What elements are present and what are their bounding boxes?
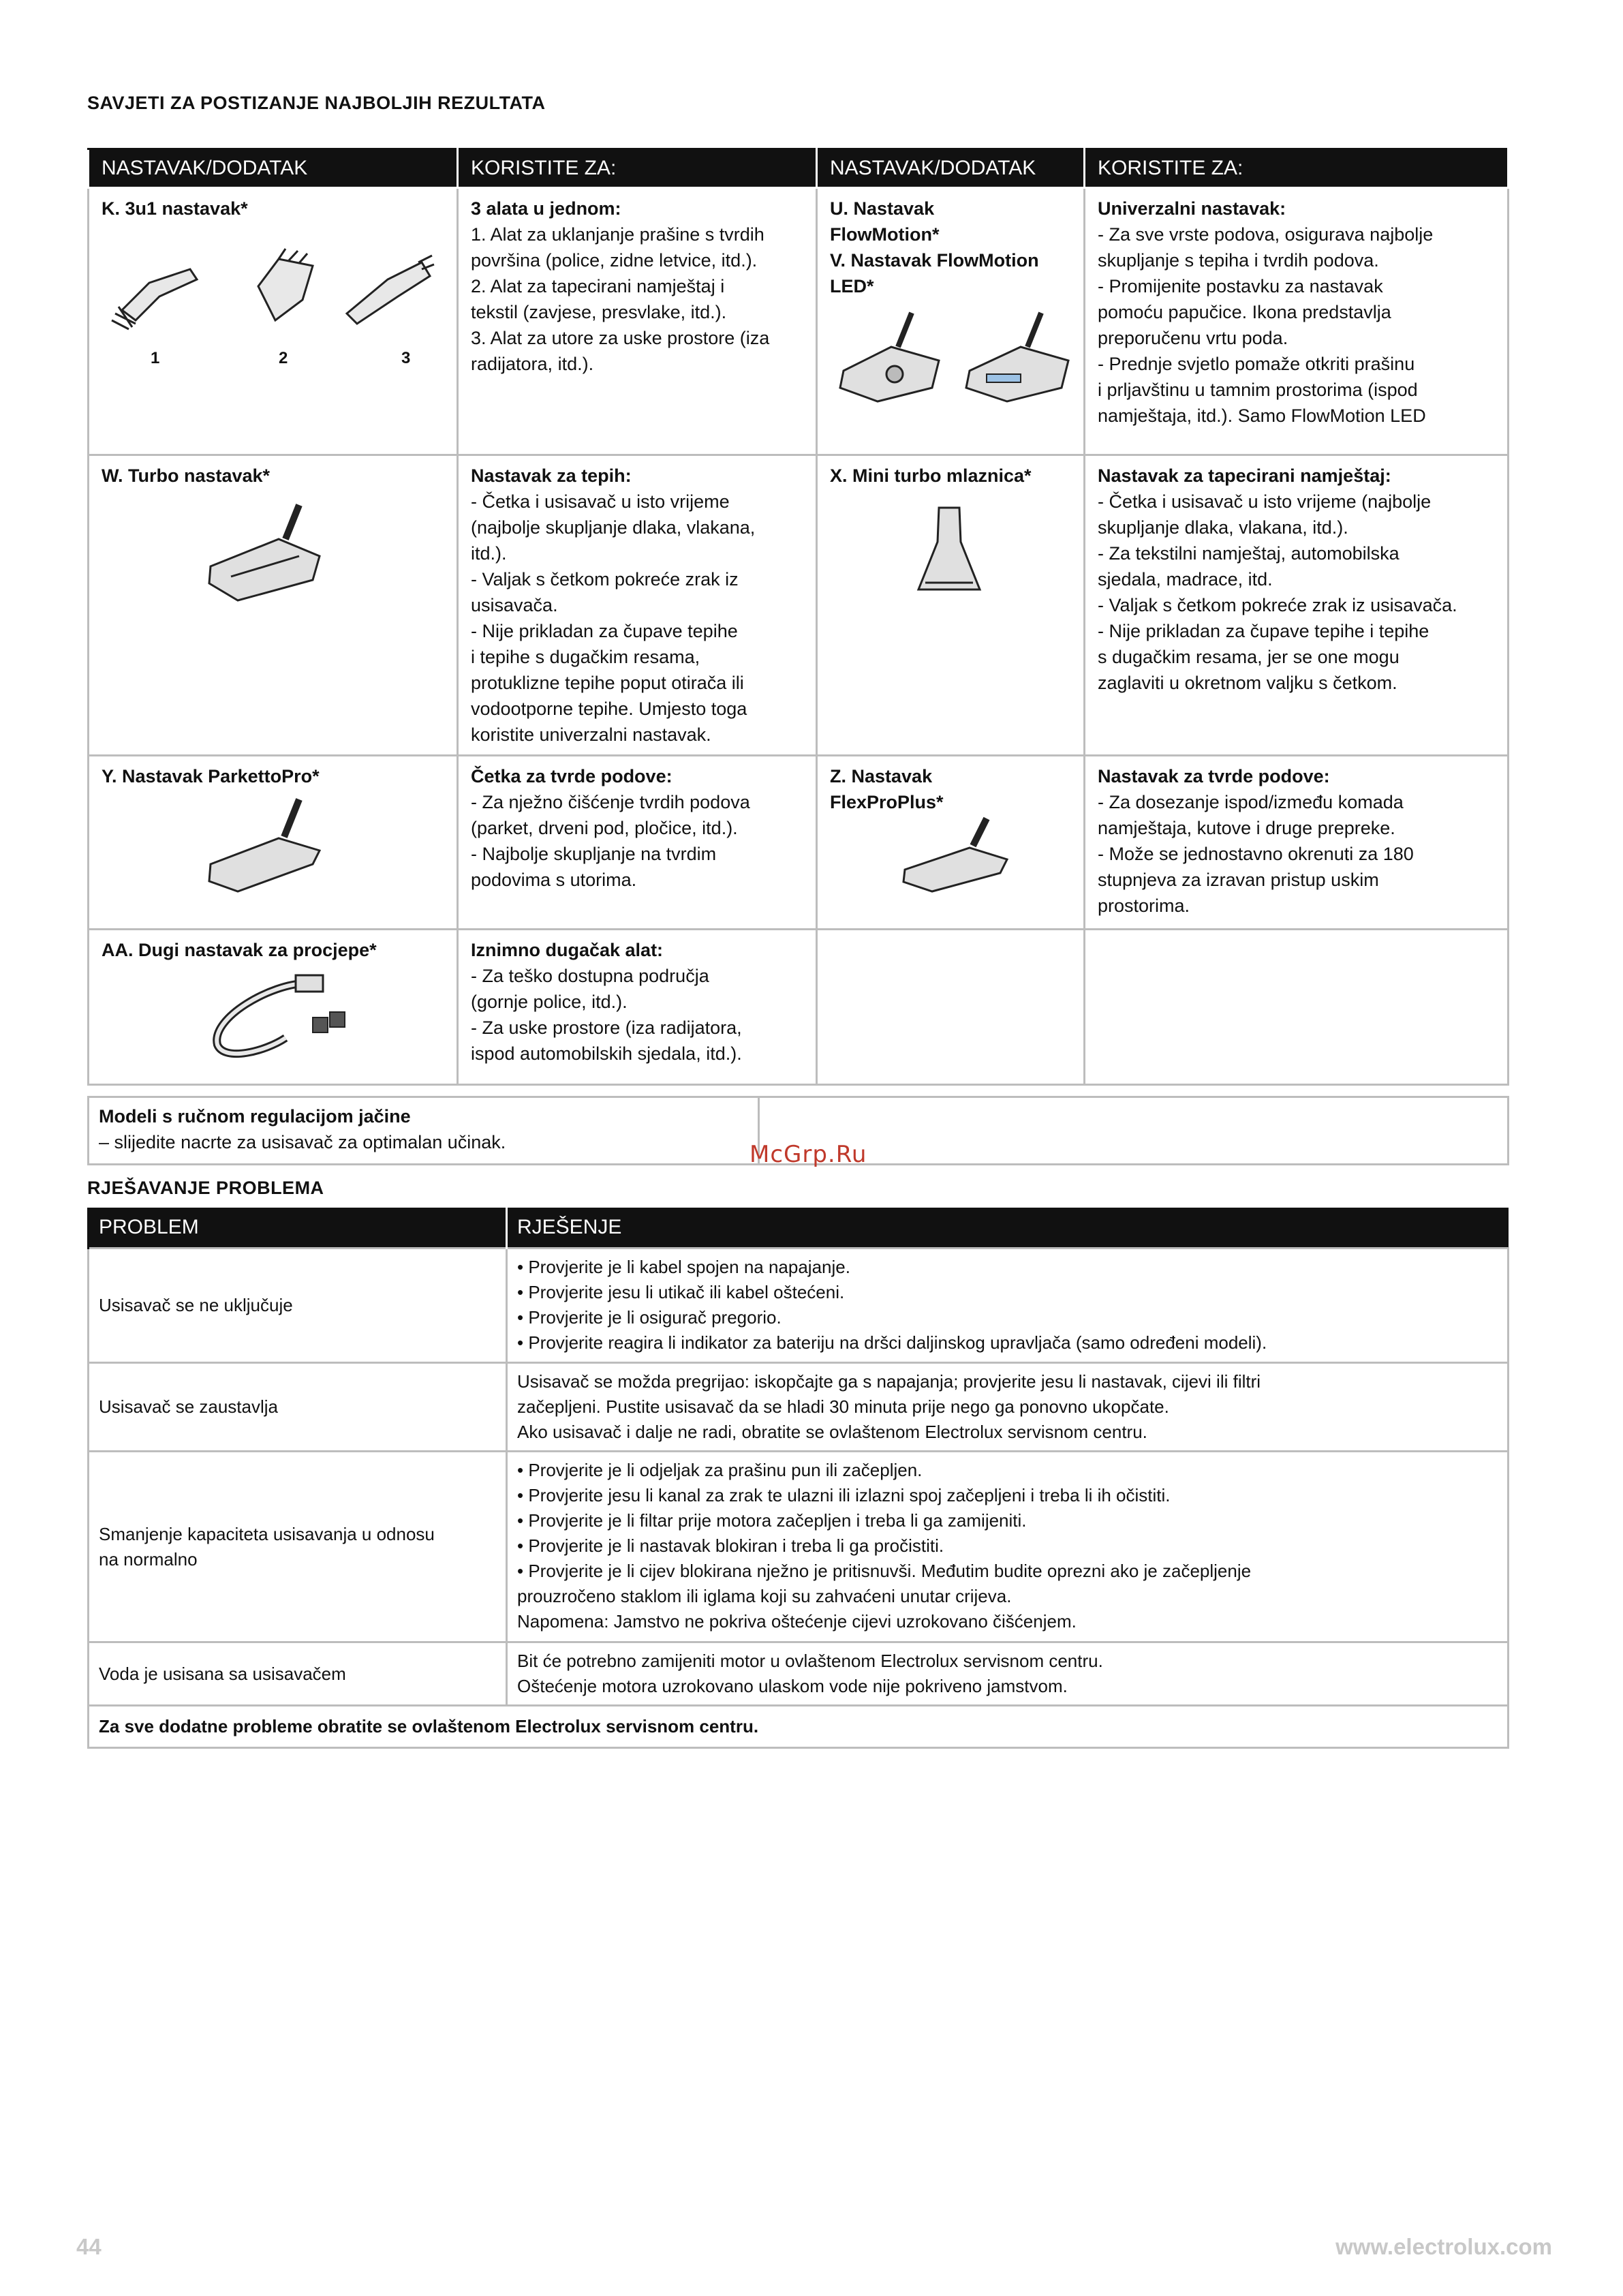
use-line: - Četka i usisavač u isto vrijeme (najbolje [1098, 491, 1432, 512]
use-line: pomoću papučice. Ikona predstavlja [1098, 302, 1391, 322]
attachment-name: Z. Nastavak [830, 766, 933, 786]
solution-line: • Provjerite je li odjeljak za prašinu pun ili začepljen. [517, 1460, 923, 1480]
header-attachment-2: NASTAVAK/DODATAK [817, 149, 1085, 188]
use-line: vodootporne tepihe. Umjesto toga [471, 699, 747, 719]
cell-3in1-nozzle [89, 188, 458, 455]
tool-label-1: 1 [151, 349, 160, 367]
use-line: - Za dosezanje ispod/između komada [1098, 792, 1404, 812]
solution-line: Napomena: Jamstvo ne pokriva oštećenje cijevi uzrokovano čišćenjem. [517, 1611, 1077, 1632]
use-line: - Može se jednostavno okrenuti za 180 [1098, 844, 1414, 864]
problem-text: Smanjenje kapaciteta usisavanja u odnosu [99, 1523, 435, 1544]
use-line: - Nije prikladan za čupave tepihe [471, 621, 738, 641]
flowmotion-led-nozzle-icon [959, 306, 1075, 408]
models-note [89, 1097, 759, 1165]
use-line: 2. Alat za tapecirani namještaj i [471, 276, 725, 296]
cell-parkettopro-nozzle [89, 756, 458, 930]
solution-cell [507, 1452, 1509, 1642]
flexproplus-nozzle-icon [898, 815, 1014, 897]
use-line: - Za nježno čišćenje tvrdih podova [471, 792, 750, 812]
crevice-tool-icon [340, 252, 435, 327]
problem-cell [89, 1249, 507, 1363]
use-line: prostorima. [1098, 896, 1190, 916]
solution-line: • Provjerite je li cijev blokirana nježno je pritisnuvši. Međutim budite oprezni ako je začepljenje [517, 1561, 1252, 1581]
attachment-name: X. Mini turbo mlaznica* [830, 465, 1032, 486]
use-line: (najbolje skupljanje dlaka, vlakana, [471, 517, 756, 538]
use-line: i prljavštinu u tamnim prostorima (ispod [1098, 380, 1418, 400]
problem-text: Usisavač se zaustavlja [99, 1396, 278, 1417]
use-line: stupnjeva za izravan pristup uskim [1098, 870, 1379, 890]
solution-line: Oštećenje motora uzrokovano ulaskom vode nije pokriveno jamstvom. [517, 1676, 1068, 1696]
attachments-table [87, 148, 1509, 1086]
use-line: radijatora, itd.). [471, 354, 594, 374]
use-line: itd.). [471, 543, 507, 564]
solution-line: začepljeni. Pustite usisavač da se hladi 30 minuta prije nego ga ponovno ukopčate. [517, 1396, 1169, 1417]
use-line: - Za sve vrste podova, osigurava najbolje [1098, 224, 1434, 245]
cell-flowmotion-use [1085, 188, 1509, 455]
cell-long-crevice-use [458, 930, 817, 1085]
cell-flowmotion-nozzle [817, 188, 1085, 455]
solution-line: • Provjerite je li filtar prije motora začepljen i treba li ga zamijeniti. [517, 1510, 1027, 1531]
use-line: skupljanje s tepiha i tvrdih podova. [1098, 250, 1379, 271]
cell-long-crevice-nozzle [89, 930, 458, 1085]
solution-line: prouzročeno staklom ili iglama koji su zahvaćeni unutar crijeva. [517, 1586, 1012, 1606]
use-line: - Nije prikladan za čupave tepihe i tepihe [1098, 621, 1429, 641]
solution-line: • Provjerite je li kabel spojen na napajanje. [517, 1257, 850, 1277]
use-line: - Najbolje skupljanje na tvrdim [471, 844, 717, 864]
use-line: ispod automobilskih sjedala, itd.). [471, 1043, 742, 1064]
solution-cell [507, 1363, 1509, 1452]
attachment-name: K. 3u1 nastavak* [102, 198, 248, 219]
use-title: Nastavak za tvrde podove: [1098, 766, 1330, 786]
parkettopro-nozzle-icon [204, 796, 326, 898]
attachment-name: W. Turbo nastavak* [102, 465, 270, 486]
solution-line: Usisavač se možda pregrijao: iskopčajte ga s napajanja; provjerite jesu li nastavak, cijevi ili filtri [517, 1371, 1261, 1392]
header-attachment-1: NASTAVAK/DODATAK [89, 149, 458, 188]
solution-line: • Provjerite reagira li indikator za bateriju na dršci daljinskog upravljača (samo određeni modeli). [517, 1332, 1267, 1353]
use-line: s dugačkim resama, jer se one mogu [1098, 647, 1400, 667]
attachment-name: FlexProPlus* [830, 792, 944, 812]
tool-label-3: 3 [401, 349, 411, 367]
troubleshooting-table [87, 1208, 1509, 1749]
use-line: - Prednje svjetlo pomaže otkriti prašinu [1098, 354, 1415, 374]
attachment-name: AA. Dugi nastavak za procjepe* [102, 940, 377, 960]
attachment-name: Y. Nastavak ParkettoPro* [102, 766, 320, 786]
header-use-for-2: KORISTITE ZA: [1085, 149, 1509, 188]
use-line: površina (police, zidne letvice, itd.). [471, 250, 758, 271]
use-line: usisavača. [471, 595, 558, 615]
use-title: Univerzalni nastavak: [1098, 198, 1286, 219]
problem-cell [89, 1452, 507, 1642]
use-line: - Promijenite postavku za nastavak [1098, 276, 1383, 296]
solution-line: • Provjerite je li nastavak blokiran i treba li ga pročistiti. [517, 1535, 944, 1556]
empty-cell [1085, 930, 1509, 1085]
use-line: 1. Alat za uklanjanje prašine s tvrdih [471, 224, 764, 245]
website-url: www.electrolux.com [1335, 2234, 1552, 2259]
use-line: skupljanje dlaka, vlakana, itd.). [1098, 517, 1348, 538]
cell-turbo-use [458, 455, 817, 756]
use-line: tekstil (zavjese, presvlake, itd.). [471, 302, 727, 322]
solution-cell [507, 1249, 1509, 1363]
use-title: Četka za tvrde podove: [471, 766, 673, 786]
use-line: podovima s utorima. [471, 870, 637, 890]
use-line: (gornje police, itd.). [471, 992, 628, 1012]
page-number: 44 [76, 2234, 102, 2259]
watermark: McGrp.Ru [749, 1141, 867, 1168]
problem-cell [89, 1642, 507, 1706]
trouble-title: RJEŠAVANJE PROBLEMA [87, 1178, 324, 1198]
problem-text: Voda je usisana sa usisavačem [99, 1663, 346, 1684]
attachment-name: LED* [830, 276, 874, 296]
use-line: - Valjak s četkom pokreće zrak iz [471, 569, 739, 590]
flowmotion-nozzle-icon [830, 306, 946, 408]
empty-cell [759, 1097, 1509, 1165]
dust-brush-icon [108, 256, 204, 331]
use-title: Nastavak za tapecirani namještaj: [1098, 465, 1391, 486]
use-line: - Valjak s četkom pokreće zrak iz usisavača. [1098, 595, 1457, 615]
solution-line: Bit će potrebno zamijeniti motor u ovlaštenom Electrolux servisnom centru. [517, 1651, 1103, 1671]
cell-flexproplus-use [1085, 756, 1509, 930]
solution-cell [507, 1642, 1509, 1706]
solution-line: • Provjerite je li osigurač pregorio. [517, 1307, 782, 1328]
solution-line: Ako usisavač i dalje ne radi, obratite se ovlaštenom Electrolux servisnom centru. [517, 1422, 1147, 1442]
use-line: - Četka i usisavač u isto vrijeme [471, 491, 730, 512]
use-title: Nastavak za tepih: [471, 465, 632, 486]
use-line: - Za uske prostore (iza radijatora, [471, 1017, 742, 1038]
use-line: 3. Alat za utore za uske prostore (iza [471, 328, 770, 348]
models-text: – slijedite nacrte za usisavač za optimalan učinak. [99, 1132, 506, 1152]
trouble-footer: Za sve dodatne probleme obratite se ovlaštenom Electrolux servisnom centru. [89, 1706, 1509, 1748]
cell-turbo-nozzle [89, 455, 458, 756]
cell-flexproplus-nozzle [817, 756, 1085, 930]
header-problem: PROBLEM [89, 1208, 507, 1249]
turbo-nozzle-icon [204, 498, 326, 607]
use-line: - Za tekstilni namještaj, automobilska [1098, 543, 1400, 564]
use-line: i tepihe s dugačkim resama, [471, 647, 700, 667]
header-use-for-1: KORISTITE ZA: [458, 149, 817, 188]
use-line: koristite univerzalni nastavak. [471, 724, 711, 745]
cell-mini-turbo-use [1085, 455, 1509, 756]
mini-turbo-nozzle-icon [912, 501, 987, 603]
use-line: namještaja, kutove i druge prepreke. [1098, 818, 1395, 838]
use-line: sjedala, madrace, itd. [1098, 569, 1273, 590]
use-title: 3 alata u jednom: [471, 198, 621, 219]
use-title: Iznimno dugačak alat: [471, 940, 664, 960]
header-solution: RJEŠENJE [507, 1208, 1509, 1249]
long-crevice-tool-icon [204, 970, 354, 1065]
cell-mini-turbo-nozzle [817, 455, 1085, 756]
solution-line: • Provjerite jesu li kanal za zrak te ulazni ili izlazni spoj začepljeni i treba li ih očistiti. [517, 1485, 1171, 1505]
cell-parkettopro-use [458, 756, 817, 930]
tips-title: SAVJETI ZA POSTIZANJE NAJBOLJIH REZULTATA [87, 93, 546, 113]
attachment-name: V. Nastavak FlowMotion [830, 250, 1039, 271]
use-line: zaglaviti u okretnom valjku s četkom. [1098, 673, 1397, 693]
use-line: (parket, drveni pod, pločice, itd.). [471, 818, 738, 838]
cell-3in1-use [458, 188, 817, 455]
empty-cell [817, 930, 1085, 1085]
problem-text: na normalno [99, 1548, 198, 1570]
use-line: - Za teško dostupna područja [471, 966, 709, 986]
attachment-name: U. Nastavak [830, 198, 935, 219]
use-line: preporučenu vrtu poda. [1098, 328, 1288, 348]
problem-cell [89, 1363, 507, 1452]
problem-text: Usisavač se ne uključuje [99, 1295, 293, 1315]
attachment-name: FlowMotion* [830, 224, 940, 245]
use-line: protuklizne tepihe poput otirača ili [471, 673, 744, 693]
models-title: Modeli s ručnom regulacijom jačine [99, 1106, 411, 1127]
tool-label-2: 2 [279, 349, 288, 367]
solution-line: • Provjerite jesu li utikač ili kabel oštećeni. [517, 1282, 845, 1302]
use-line: namještaja, itd.). Samo FlowMotion LED [1098, 405, 1426, 426]
upholstery-tool-icon [238, 245, 326, 334]
